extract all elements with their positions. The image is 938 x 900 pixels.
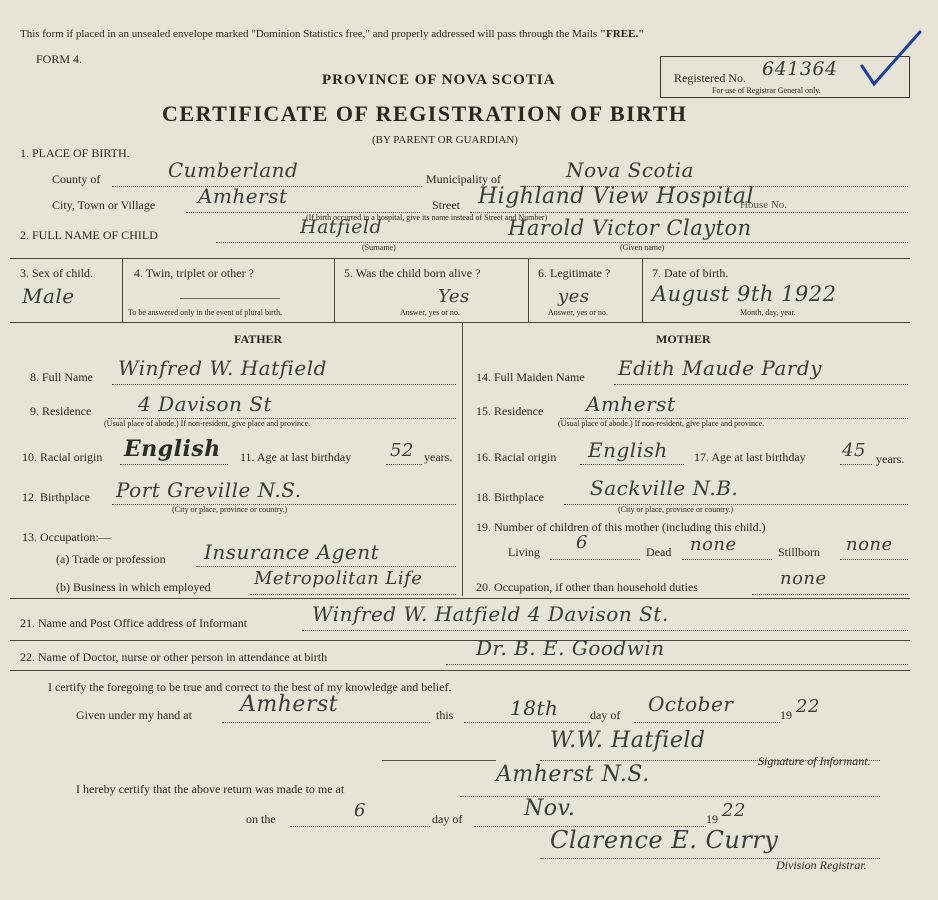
doctor-value: Dr. B. E. Goodwin (476, 636, 665, 660)
mother-res-note: (Usual place of abode.) If non-resident, give place and province. (558, 419, 765, 428)
father-res-note: (Usual place of abode.) If non-resident, give place and province. (104, 419, 311, 428)
mother-age-unit: years. (876, 452, 905, 466)
return-day: 6 (354, 800, 366, 821)
mother-race-value: English (588, 438, 668, 462)
legit-value: yes (558, 286, 590, 307)
certificate-title: CERTIFICATE OF REGISTRATION OF BIRTH (162, 101, 688, 126)
given-year: 22 (796, 696, 820, 717)
mother-name-label: 14. Full Maiden Name (476, 370, 585, 384)
mother-occ-value: none (780, 568, 827, 589)
return-year: 22 (722, 800, 746, 821)
alive-value: Yes (438, 286, 470, 307)
house-label: House No. (740, 199, 788, 211)
father-race-value: English (124, 436, 221, 462)
mail-notice-free: "FREE." (599, 28, 645, 40)
dead-label: Dead (646, 545, 672, 559)
business-value: Metropolitan Life (254, 568, 423, 589)
municipality-label: Municipality of (426, 172, 501, 186)
father-age-unit: years. (424, 450, 453, 464)
father-age-label: 11. Age at last birthday (240, 450, 352, 464)
mother-name-value: Edith Maude Pardy (618, 356, 822, 380)
return-place: Amherst N.S. (496, 762, 650, 787)
twin-label: 4. Twin, triplet or other ? (134, 266, 254, 280)
certify-statement: I certify the foregoing to be true and correct to the best of my knowledge and belief. (48, 680, 452, 694)
dead-value: none (690, 534, 737, 555)
alive-note: Answer, yes or no. (400, 308, 460, 317)
informant-value: Winfred W. Hatfield 4 Davison St. (312, 602, 669, 626)
father-heading: FATHER (234, 332, 283, 346)
mother-age-label: 17. Age at last birthday (694, 450, 806, 464)
given-place: Amherst (240, 692, 339, 717)
mother-race-label: 16. Racial origin (476, 450, 557, 464)
children-label: 19. Number of children of this mother (including this child.) (476, 520, 766, 534)
registered-label: Registered No. (674, 71, 746, 85)
form-number: FORM 4. (36, 52, 83, 66)
stillborn-label: Stillborn (778, 545, 821, 559)
living-value: 6 (576, 532, 588, 553)
county-label: County of (52, 172, 101, 186)
given-label: Given under my hand at (76, 708, 192, 722)
given-month: October (648, 692, 734, 716)
date-value: August 9th 1922 (652, 282, 837, 306)
mother-heading: MOTHER (656, 332, 711, 346)
street-value: Highland View Hospital (478, 184, 755, 209)
father-birth-note: (City or place, province or country.) (172, 505, 288, 514)
trade-label: (a) Trade or profession (56, 552, 166, 566)
registrar-caption: Division Registrar. (776, 858, 867, 872)
informant-label: 21. Name and Post Office address of Informant (20, 616, 248, 630)
stillborn-value: none (846, 534, 893, 555)
father-name-value: Winfred W. Hatfield (118, 356, 327, 380)
father-res-label: 9. Residence (30, 404, 92, 418)
legit-note: Answer, yes or no. (548, 308, 608, 317)
occupation-label: 13. Occupation:— (22, 530, 111, 544)
given-caption: (Given name) (620, 243, 665, 252)
father-res-value: 4 Davison St (138, 392, 273, 416)
given-day: 18th (510, 696, 559, 720)
mail-notice (20, 28, 644, 40)
child-name-label: 2. FULL NAME OF CHILD (20, 228, 158, 242)
alive-label: 5. Was the child born alive ? (344, 266, 481, 280)
mother-birth-label: 18. Birthplace (476, 490, 544, 504)
date-label: 7. Date of birth. (652, 266, 729, 280)
return-month: Nov. (524, 796, 576, 821)
mother-birth-value: Sackville N.B. (590, 476, 739, 500)
street-label: Street (432, 198, 460, 212)
mother-age-value: 45 (842, 440, 866, 461)
on-the-label: on the (246, 812, 276, 826)
mail-notice-text: This form if placed in an unsealed envelope marked "Dominion Statistics free," and properly addressed will pass through the Mails (20, 28, 598, 40)
place-label: 1. PLACE OF BIRTH. (20, 146, 130, 160)
father-age-value: 52 (390, 440, 414, 461)
return-year-prefix: 19 (706, 812, 718, 826)
city-value: Amherst (198, 184, 288, 208)
sex-value: Male (22, 284, 75, 308)
mother-res-value: Amherst (586, 392, 676, 416)
registered-value: 641364 (762, 58, 838, 80)
day-of-label: day of (590, 708, 621, 722)
date-note: Month, day, year. (740, 308, 796, 317)
county-value: Cumberland (168, 158, 299, 182)
mother-res-label: 15. Residence (476, 404, 544, 418)
trade-value: Insurance Agent (204, 540, 380, 564)
year-prefix: 19 (780, 708, 792, 722)
father-race-label: 10. Racial origin (22, 450, 103, 464)
registered-note: For use of Registrar General only. (712, 86, 821, 95)
child-given-name: Harold Victor Clayton (508, 216, 752, 240)
check-mark-icon (858, 28, 924, 88)
father-name-label: 8. Full Name (30, 370, 93, 384)
living-label: Living (508, 545, 540, 559)
business-label: (b) Business in which employed (56, 580, 211, 594)
registrar-signature: Clarence E. Curry (550, 826, 779, 854)
legit-label: 6. Legitimate ? (538, 266, 611, 280)
return-day-of-label: day of (432, 812, 463, 826)
father-birth-value: Port Greville N.S. (116, 478, 302, 502)
hospital-note: (If birth occurred in a hospital, give its name instead of Street and Number) (306, 213, 548, 222)
return-label: I hereby certify that the above return was made to me at (76, 782, 345, 796)
mother-occ-label: 20. Occupation, if other than household duties (476, 580, 698, 594)
doctor-label: 22. Name of Doctor, nurse or other person in attendance at birth (20, 650, 328, 664)
province-title: PROVINCE OF NOVA SCOTIA (322, 72, 556, 88)
municipality-value: Nova Scotia (566, 158, 694, 182)
mother-birth-note: (City or place, province or country.) (618, 505, 734, 514)
surname-caption: (Surname) (362, 243, 396, 252)
city-label: City, Town or Village (52, 198, 156, 212)
this-label: this (436, 708, 454, 722)
certificate-subtitle: (BY PARENT OR GUARDIAN) (372, 134, 518, 146)
child-surname: Hatfield (300, 216, 383, 238)
father-birth-label: 12. Birthplace (22, 490, 90, 504)
sex-label: 3. Sex of child. (20, 266, 93, 280)
informant-signature: W.W. Hatfield (550, 728, 706, 753)
twin-note: To be answered only in the event of plural birth. (128, 308, 283, 317)
informant-sig-caption: Signature of Informant. (758, 754, 871, 768)
